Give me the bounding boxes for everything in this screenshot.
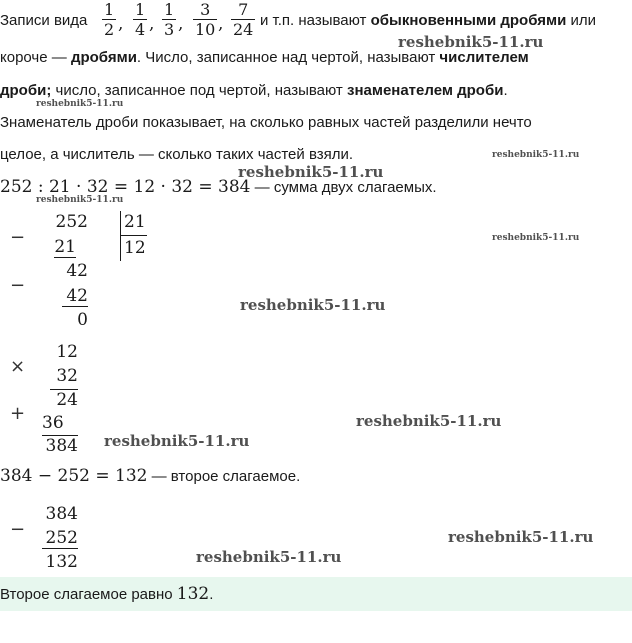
minus-sign: − — [10, 275, 26, 296]
division-divisor: 21 — [124, 212, 146, 232]
multiplication-factor-b: 32 — [56, 366, 78, 386]
division-quotient: 12 — [124, 238, 146, 258]
division-bar-horizontal — [121, 235, 147, 236]
watermark: reshebnik5-11.ru — [356, 412, 502, 430]
watermark: reshebnik5-11.ru — [492, 233, 580, 243]
intro-line1-mid: и т.п. называют — [260, 12, 367, 29]
fraction-separator: , — [149, 14, 155, 34]
watermark: reshebnik5-11.ru — [448, 528, 594, 546]
term-fraction: дроби; — [0, 82, 52, 99]
watermark: reshebnik5-11.ru — [492, 150, 580, 160]
equation-1-text: — сумма двух слагаемых. — [254, 179, 437, 196]
intro-line1-end: или — [570, 12, 597, 29]
fraction-numerator: 1 — [164, 0, 175, 19]
watermark: reshebnik5-11.ru — [398, 33, 544, 51]
fraction-1-2 — [102, 0, 116, 39]
fraction-denominator: 3 — [164, 20, 175, 39]
fraction-denominator: 24 — [233, 20, 254, 39]
answer-box — [0, 577, 632, 611]
fraction-denominator: 2 — [104, 20, 115, 39]
multiplication-result: 384 — [42, 435, 78, 456]
answer-end: . — [209, 586, 214, 603]
minus-sign: − — [10, 227, 26, 248]
intro-line4: Знаменатель дроби показывает, на сколько равных частей разделили нечто — [0, 114, 532, 131]
watermark: reshebnik5-11.ru — [36, 99, 124, 109]
times-sign: × — [10, 356, 26, 377]
subtraction-result: 132 — [45, 552, 78, 572]
fraction-denominator: 4 — [135, 20, 146, 39]
answer-line — [0, 584, 213, 604]
watermark: reshebnik5-11.ru — [196, 548, 342, 566]
fraction-separator: , — [118, 14, 124, 34]
watermark: reshebnik5-11.ru — [36, 195, 124, 205]
division-dividend: 252 — [55, 212, 88, 232]
intro-line2-a: короче — — [0, 49, 67, 66]
intro-line5: целое, а числитель — сколько таких частей взяли. — [0, 146, 354, 163]
intro-line2-b: . Число, записанное над чертой, называют — [136, 49, 436, 66]
answer-text: Второе слагаемое равно — [0, 586, 173, 603]
intro-line3 — [0, 82, 508, 99]
multiplication-factor-a: 12 — [56, 342, 78, 362]
division-bar-vertical — [120, 211, 121, 261]
division-subtrahend-1: 21 — [54, 237, 76, 257]
fraction-numerator: 3 — [200, 0, 211, 19]
equation-2-text: — второе слагаемое. — [151, 468, 301, 485]
fraction-3-10 — [193, 0, 217, 39]
subtraction-subtrahend: 252 — [42, 528, 78, 549]
watermark: reshebnik5-11.ru — [104, 432, 250, 450]
equation-2 — [0, 466, 300, 486]
intro-line3-a: число, записанное под чертой, называют — [55, 82, 343, 99]
multiplication-partial-2: 36 — [42, 413, 64, 433]
intro-line2 — [0, 49, 529, 66]
intro-line3-end: . — [503, 82, 508, 99]
fraction-1-3 — [162, 0, 176, 39]
term-numerator: числителем — [439, 49, 529, 66]
term-common-fractions: обыкновенными дробями — [370, 12, 567, 29]
minus-sign: − — [10, 519, 26, 540]
multiplication-partial-1: 24 — [50, 389, 78, 410]
term-denominator: знаменателем дроби — [346, 82, 504, 99]
fraction-numerator: 7 — [238, 0, 249, 19]
plus-sign: + — [10, 403, 26, 424]
division-remainder-1: 42 — [66, 261, 88, 281]
equation-1-math: 252 : 21 · 32 = 12 · 32 = 384 — [0, 177, 251, 197]
intro-line1-rest — [260, 12, 596, 29]
term-fractions: дробями — [70, 49, 137, 66]
watermark: reshebnik5-11.ru — [240, 296, 386, 314]
intro-line1-prefix: Записи вида — [0, 12, 88, 29]
equation-2-math: 384 − 252 = 132 — [0, 466, 148, 486]
fraction-numerator: 1 — [135, 0, 146, 19]
answer-value: 132 — [176, 584, 210, 604]
fraction-separator: , — [178, 14, 184, 34]
subtraction-minuend: 384 — [45, 504, 78, 524]
division-subtrahend-2: 42 — [62, 286, 88, 307]
watermark: reshebnik5-11.ru — [238, 163, 384, 181]
fraction-separator: , — [218, 14, 224, 34]
fraction-numerator: 1 — [104, 0, 115, 19]
fraction-1-4 — [133, 0, 147, 39]
fraction-7-24 — [231, 0, 255, 39]
division-remainder-2: 0 — [77, 310, 88, 330]
fraction-denominator: 10 — [195, 20, 216, 39]
